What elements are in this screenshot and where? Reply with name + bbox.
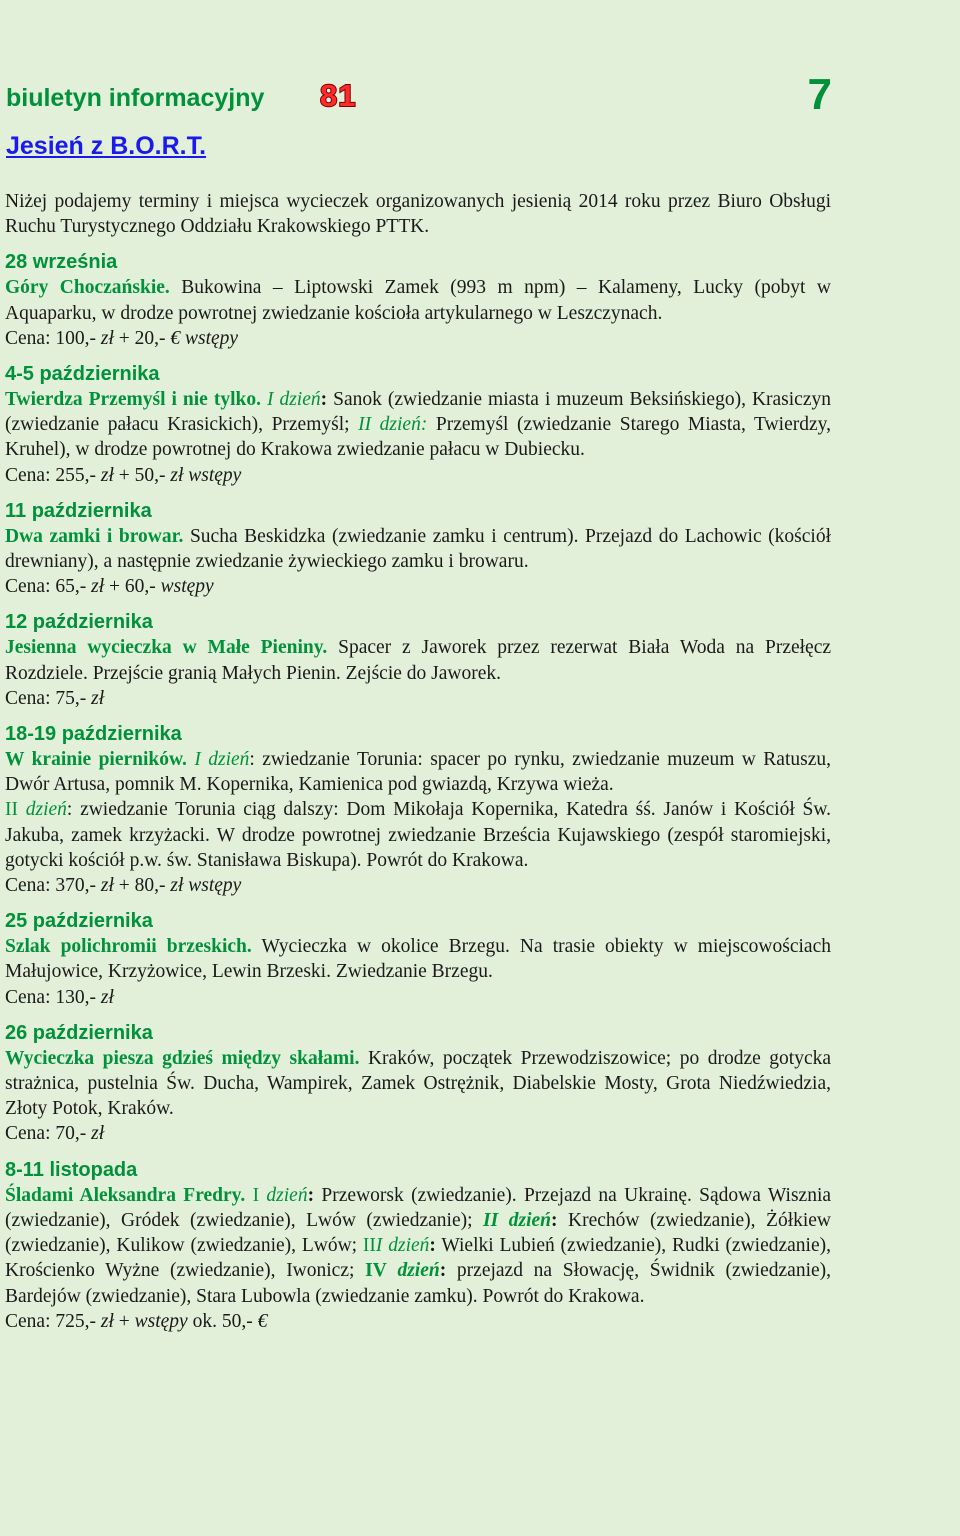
- trip-price: [5, 873, 831, 898]
- trip-name: Śladami Aleksandra Fredry.: [5, 1184, 246, 1206]
- issue-number: 81: [320, 78, 357, 113]
- trip-price: [5, 1309, 831, 1334]
- day-label: I dzień: [375, 1235, 430, 1257]
- price-extra: +: [118, 1310, 130, 1332]
- day-label: I: [252, 1184, 260, 1206]
- price-suffix: wstępy: [160, 576, 214, 598]
- trip-price: [5, 985, 831, 1010]
- price-unit: zł: [91, 687, 105, 709]
- price-label: Cena: 725,-: [5, 1310, 96, 1332]
- trip-date: 12 października: [5, 611, 153, 634]
- trip-date: 8-11 listopada: [5, 1158, 138, 1181]
- trip-price: [5, 1121, 831, 1146]
- price-label: Cena: 100,-: [5, 327, 96, 349]
- trip-name: W krainie pierników.: [5, 749, 187, 771]
- price-unit: zł: [100, 327, 114, 349]
- day-label: I dzień: [266, 389, 321, 411]
- day-label: I dzień: [194, 749, 250, 771]
- day-label: dzień: [266, 1184, 308, 1206]
- page-number: 7: [807, 70, 832, 119]
- trip-description: Śladami Aleksandra Fredry. I dzień: Przeworsk (zwiedzanie). Przejazd na Ukrainę. Sądowa Wisznia (zwiedzanie), Gródek (zwiedzanie), Lwów (zwiedzanie); II dzień: Krechów (zwiedzanie), Żółkiew (zwiedzanie), Kulikow (zwiedzanie), Lwów; III dzień: Wielki Lubień (zwiedzanie), Rudki (zwiedzanie), Krościenko Wyżne (zwiedzanie), Iwonicz; IV dzień: przejazd na Słowację, Świdnik (zwiedzanie), Bardejów (zwiedzanie), Stara Lubowla (zwiedzanie zamku). Powrót do Krakowa.: [5, 1184, 832, 1307]
- price-suffix: wstępy: [185, 327, 239, 349]
- day-label: dzień: [25, 799, 67, 821]
- trip-price: [5, 686, 831, 711]
- trip-item: [5, 498, 831, 600]
- price-label: Cena: 75,-: [5, 687, 87, 709]
- trip-text: Bukowina – Liptowski Zamek (993 m npm) – Kalameny, Lucky (pobyt w Aquaparku, w drodze powrotnej zwiedzanie kościoła artykularnego w Leszczynach.: [5, 277, 831, 324]
- trip-price: [5, 463, 831, 488]
- price-suffix: wstępy: [188, 464, 242, 486]
- trip-price: [5, 326, 831, 351]
- day-text: Krechów (zwiedzanie), Żółkiew (zwiedzanie), Kulikow (zwiedzanie), Lwów;: [5, 1209, 832, 1257]
- article-title: Jesień z B.O.R.T.: [6, 132, 207, 160]
- trip-item: [5, 249, 831, 351]
- trip-item: [5, 721, 831, 898]
- day-label: II: [362, 1235, 376, 1257]
- trip-text: Kraków, początek Przewodziszowice; po drodze gotycka strażnica, pustelnia Św. Ducha, Wampirek, Zamek Ostrężnik, Diabelskie Mosty, Grota Niedźwiedzia, Złoty Potok, Kraków.: [5, 1047, 832, 1120]
- trip-date: 4-5 października: [5, 363, 160, 386]
- trip-date: 18-19 października: [5, 723, 182, 746]
- trip-date: 26 października: [5, 1021, 153, 1044]
- article-body: [5, 189, 831, 1344]
- trip-description: [5, 934, 831, 984]
- trip-text: Spacer z Jaworek przez rezerwat Biała Woda na Przełęcz Rozdziele. Przejście granią Małych Pienin. Zejście do Jaworek.: [5, 637, 832, 684]
- masthead: [6, 70, 832, 119]
- day-text: Sanok (zwiedzanie miasta i muzeum Beksińskiego), Krasiczyn (zwiedzanie pałacu Krasickich), Przemyśl;: [5, 389, 831, 436]
- trip-date: 25 października: [5, 910, 153, 933]
- price-extra-unit: zł: [170, 464, 184, 486]
- price-label: Cena: 255,-: [5, 464, 96, 486]
- day-text: Przeworsk (zwiedzanie). Przejazd na Ukrainę. Sądowa Wisznia (zwiedzanie), Gródek (zwiedzanie), Lwów (zwiedzanie);: [5, 1184, 832, 1231]
- day-label: II dzień:: [358, 414, 428, 436]
- trip-item: [5, 361, 831, 488]
- trip-price: [5, 574, 831, 599]
- day-text: zwiedzanie Torunia ciąg dalszy: Dom Mikołaja Kopernika, Katedra śś. Janów i Kościół Św. Jakuba, zamek krzyżacki. W drodze powrotnej zwiedzanie Brześcia Kujawskiego (zespół staromiejski, gotycki kościół p.w. św. Stanisława Biskupa). Powrót do Krakowa.: [5, 799, 832, 871]
- bulletin-title: biuletyn informacyjny: [6, 84, 265, 112]
- trip-date: 11 października: [5, 499, 152, 522]
- price-extra: + 60,-: [109, 576, 156, 598]
- price-label: Cena: 70,-: [5, 1123, 87, 1145]
- trip-name: Jesienna wycieczka w Małe Pieniny.: [5, 637, 328, 659]
- trip-description: [5, 275, 831, 325]
- day-label: II: [5, 799, 18, 821]
- price-label: Cena: 370,-: [5, 875, 96, 897]
- price-unit: zł: [100, 1310, 114, 1332]
- day-label: II dzień: [483, 1209, 551, 1231]
- price-label: Cena: 65,-: [5, 576, 87, 598]
- day-text: Wielki Lubień (zwiedzanie), Rudki (zwiedzanie), Krościenko Wyżne (zwiedzanie), Iwonicz;: [5, 1235, 831, 1282]
- price-extra-unit: zł: [170, 875, 184, 897]
- trip-date: 28 września: [5, 251, 118, 274]
- trip-description: [5, 635, 831, 685]
- price-unit: zł: [100, 875, 114, 897]
- price-extra: + 20,-: [118, 327, 166, 349]
- trip-item: [5, 1020, 831, 1147]
- price-unit: zł: [91, 576, 105, 598]
- price-suffix: ok. 50,-: [192, 1310, 253, 1332]
- price-unit: zł: [100, 464, 114, 486]
- trip-description: [5, 524, 831, 574]
- price-extra-unit: wstępy: [134, 1310, 188, 1332]
- day-text: Przemyśl (zwiedzanie Starego Miasta, Twierdzy, Kruhel), w drodze powrotnej do Krakowa zwiedzanie pałacu w Dubiecku.: [5, 414, 831, 461]
- article-intro: Niżej podajemy terminy i miejsca wycieczek organizowanych jesienią 2014 roku przez Biuro Obsługi Ruchu Turystycznego Oddziału Krakowskiego PTTK.: [5, 191, 831, 238]
- trip-text: Sucha Beskidzka (zwiedzanie zamku i centrum). Przejazd do Lachowic (kościół drewniany), a następnie zwiedzanie żywieckiego zamku i browaru.: [5, 525, 831, 573]
- day-text: przejazd na Słowację, Świdnik (zwiedzanie), Bardejów (zwiedzanie), Stara Lubowla (zwiedzanie zamku). Powrót do Krakowa.: [5, 1260, 832, 1307]
- price-unit: zł: [100, 986, 114, 1008]
- trip-item: [5, 609, 831, 711]
- trip-name: Dwa zamki i browar.: [5, 525, 184, 547]
- trip-description: Twierdza Przemyśl i nie tylko. I dzień: Sanok (zwiedzanie miasta i muzeum Beksińskiego), Krasiczyn (zwiedzanie pałacu Krasickich), Przemyśl; II dzień: Przemyśl (zwiedzanie Starego Miasta, Twierdzy, Kruhel), w drodze powrotnej do Krakowa zwiedzanie pałacu w Dubiecku.: [5, 389, 831, 461]
- trip-description: W krainie pierników. I dzień: zwiedzanie Torunia: spacer po rynku, zwiedzanie muzeum w Ratuszu, Dwór Artusa, pomnik M. Kopernika, Kamienica pod gwiazdą, Krzywa wieża. II dzień: zwiedzanie Torunia ciąg dalszy: Dom Mikołaja Kopernika, Katedra śś. Janów i Kościół Św. Jakuba, zamek krzyżacki. W drodze powrotnej zwiedzanie Brześcia Kujawskiego (zespół staromiejski, gotycki kościół p.w. św. Stanisława Biskupa). Powrót do Krakowa.: [5, 749, 832, 871]
- trip-description: [5, 1046, 831, 1122]
- trip-item: [5, 908, 831, 1010]
- trip-name: Góry Choczańskie.: [5, 277, 170, 299]
- trip-text: Wycieczka w okolice Brzegu. Na trasie obiekty w miejscowościach Małujowice, Krzyżowice, Lewin Brzeski. Zwiedzanie Brzegu.: [5, 936, 831, 983]
- price-label: Cena: 130,-: [5, 986, 96, 1008]
- day-label: IV: [365, 1260, 387, 1282]
- trip-name: Twierdza Przemyśl i nie tylko.: [5, 389, 261, 411]
- price-extra: + 80,-: [118, 875, 166, 897]
- trip-name: Wycieczka piesza gdzieś między skałami.: [5, 1047, 360, 1069]
- day-label: dzień: [397, 1260, 440, 1282]
- trip-name: Szlak polichromii brzeskich.: [5, 936, 252, 958]
- price-extra: + 50,-: [118, 464, 166, 486]
- price-suffix: wstępy: [188, 875, 242, 897]
- day-text: zwiedzanie Torunia: spacer po rynku, zwiedzanie muzeum w Ratuszu, Dwór Artusa, pomnik M. Kopernika, Kamienica pod gwiazdą, Krzywa wieża.: [5, 749, 831, 796]
- price-extra-unit: €: [170, 327, 181, 349]
- trip-item: [5, 1157, 831, 1334]
- price-suffix-unit: €: [257, 1310, 268, 1332]
- price-unit: zł: [91, 1123, 105, 1145]
